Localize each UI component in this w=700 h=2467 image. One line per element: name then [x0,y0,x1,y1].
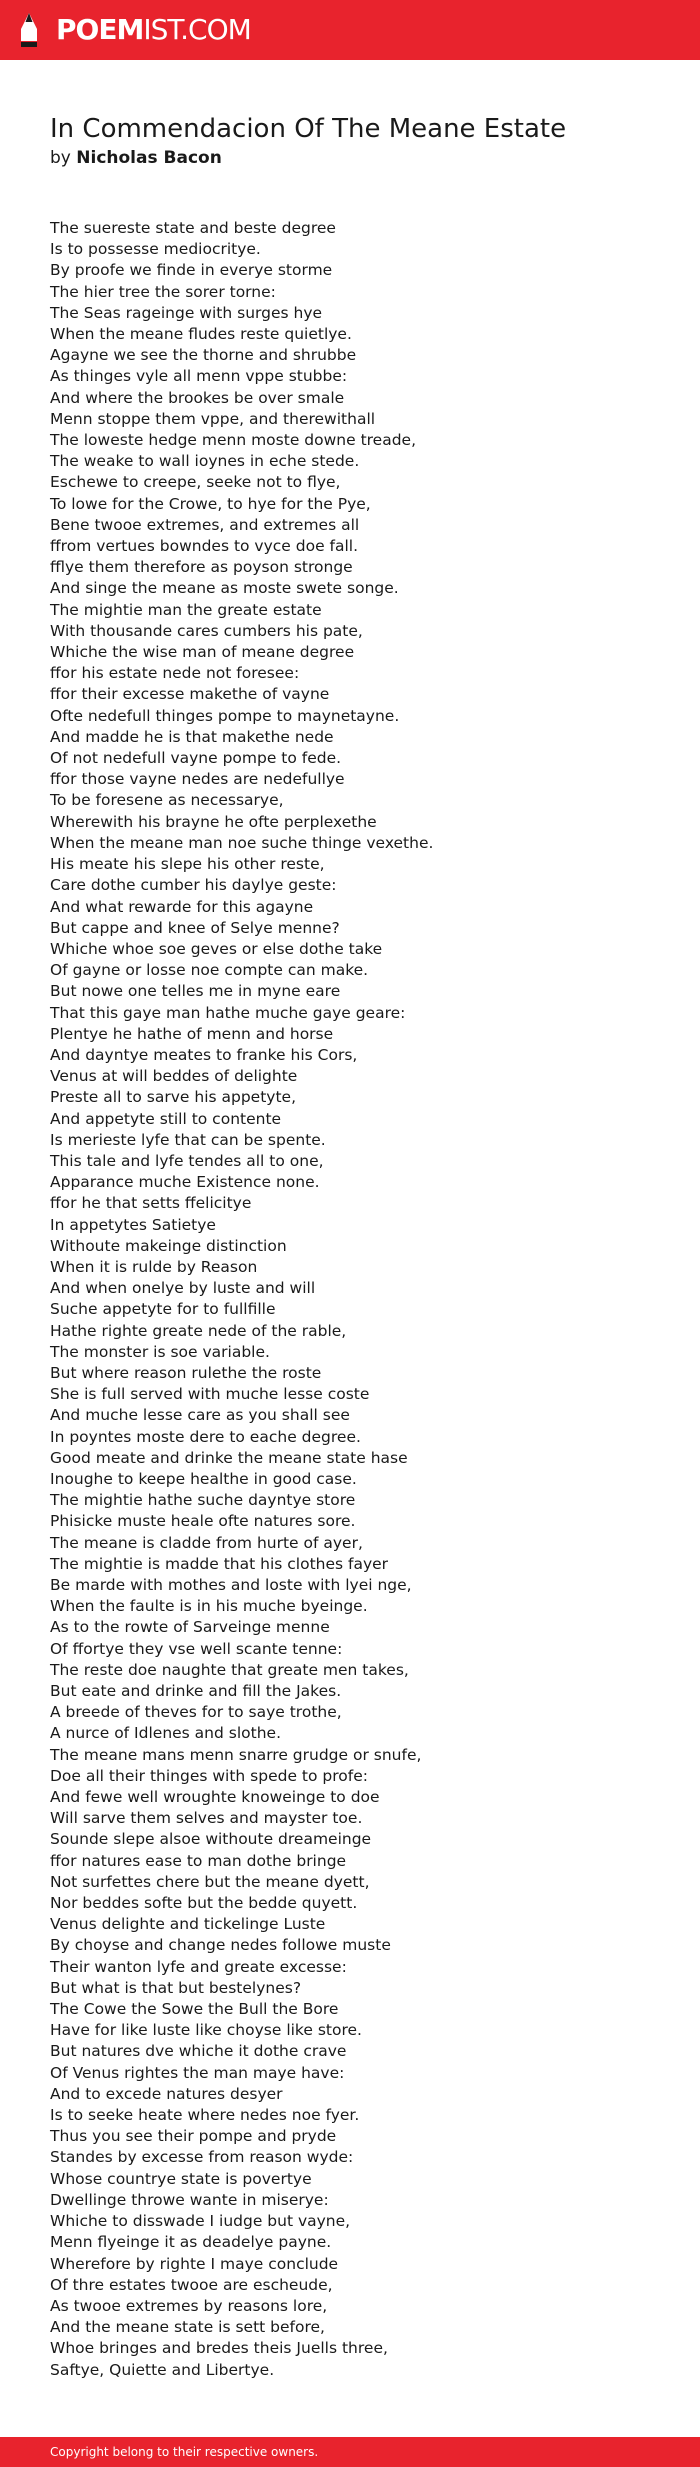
site-footer [0,2437,700,2467]
poem-line: Is merieste lyfe that can be spente. [50,1130,326,1149]
poem-line: When the meane fludes reste quietlye. [50,325,352,344]
poem-line: By proofe we finde in everye storme [50,261,333,280]
poem-line: Of ffortye they vse well scante tenne: [50,1639,343,1658]
poem-line: In appetytes Satietye [50,1215,216,1234]
poem-line: She is full served with muche lesse coste [50,1385,370,1404]
poem-line: Preste all to sarve his appetyte, [50,1088,297,1107]
poem-line: fflye them therefore as poyson stronge [50,558,353,577]
poem-line: Care dothe cumber his daylye geste: [50,876,337,895]
poem-line: And madde he is that makethe nede [50,727,334,746]
poem-line: Have for like luste like choyse like store. [50,2021,362,2040]
poem-line: But natures dve whiche it dothe crave [50,2042,347,2061]
poem-line: ffor their excesse makethe of vayne [50,685,330,704]
poem-line: Dwellinge throwe wante in miserye: [50,2190,329,2209]
poem-line: And appetyte still to contente [50,1109,282,1128]
poem-line: When the faulte is in his muche byeinge. [50,1597,368,1616]
poem-line: The weake to wall ioynes in eche stede. [50,452,360,471]
poem-line: And fewe well wroughte knoweinge to doe [50,1788,380,1807]
logo-text-light: IST.COM [143,13,251,46]
poem-line: ffor those vayne nedes are nedefullye [50,770,345,789]
poem-line: Whiche the wise man of meane degree [50,643,355,662]
poem-line: Whiche to disswade I iudge but vayne, [50,2212,351,2231]
poem-line: When the meane man noe suche thinge vexethe. [50,833,434,852]
poem-line: A nurce of Idlenes and slothe. [50,1724,281,1743]
poem-line: Inoughe to keepe healthe in good case. [50,1469,357,1488]
poem-line: Is to seeke heate where nedes noe fyer. [50,2106,360,2125]
logo-text-bold: POEM [56,13,144,46]
poem-line: The meane mans menn snarre grudge or snufe, [50,1745,422,1764]
poem-line: This tale and lyfe tendes all to one, [50,1151,324,1170]
poem-line: And where the brookes be over smale [50,388,345,407]
poem-line: ffor natures ease to man dothe bringe [50,1851,347,1870]
poem-line: As twooe extremes by reasons lore, [50,2296,328,2315]
poem-line: The Cowe the Sowe the Bull the Bore [50,2000,339,2019]
poem-line: Thus you see their pompe and pryde [50,2127,337,2146]
poem-line: Not surfettes chere but the meane dyett, [50,1872,370,1891]
poem-line: Withoute makeinge distinction [50,1236,287,1255]
poem-line: Be marde with mothes and loste with lyei nge, [50,1576,412,1594]
author-name[interactable]: Nicholas Bacon [76,148,222,168]
poem-line: Eschewe to creepe, seeke not to flye, [50,473,341,492]
poem-line: Of gayne or losse noe compte can make. [50,961,369,980]
site-logo[interactable] [56,13,251,46]
poem-line: Will sarve them selves and mayster toe. [50,1809,363,1828]
poem-line: But eate and drinke and fill the Jakes. [50,1682,342,1701]
poem-line: And to excede natures desyer [50,2084,283,2103]
poem-line: But where reason rulethe the roste [50,1363,322,1382]
poem-line: But cappe and knee of Selye menne? [50,918,340,937]
poem-line: ffor his estate nede not foresee: [50,664,300,683]
poem-line: Venus delighte and tickelinge Luste [50,1915,326,1934]
poem-line: The Seas rageinge with surges hye [50,303,323,322]
poem-line: A breede of theves for to saye trothe, [50,1703,342,1722]
poem-line: And singe the meane as moste swete songe. [50,579,399,598]
poem-line: The suereste state and beste degree [50,219,336,237]
poem-line: Phisicke muste heale ofte natures sore. [50,1512,356,1531]
poem-line: Bene twooe extremes, and extremes all [50,515,360,534]
poem-line: Whoe bringes and bredes theis Juells three, [50,2339,388,2358]
site-header [0,0,700,60]
poem-body [50,218,433,2381]
poem-line: Their wanton lyfe and greate excesse: [50,1957,347,1976]
poem-line: And the meane state is sett before, [50,2318,325,2337]
poem-line: To lowe for the Crowe, to hye for the Pye, [50,494,371,513]
poem-line: Wherewith his brayne he ofte perplexethe [50,812,377,831]
poem-line: The hier tree the sorer torne: [50,282,276,301]
poem-line: Doe all their thinges with spede to profe: [50,1766,368,1785]
poem-line: By choyse and change nedes followe muste [50,1936,391,1955]
poem-line: And muche lesse care as you shall see [50,1406,350,1425]
poem-line: ffor he that setts ffelicitye [50,1194,252,1213]
poem-line: ffrom vertues bowndes to vyce doe fall. [50,537,359,556]
poem-line: The monster is soe variable. [50,1342,270,1361]
poem-line: Good meate and drinke the meane state hase [50,1448,408,1467]
poem-line: Standes by excesse from reason wyde: [50,2148,354,2167]
copyright-text: Copyright belong to their respective owners. [50,2445,319,2459]
poem-line: The loweste hedge menn moste downe treade, [50,431,417,450]
poem-line: And what rewarde for this agayne [50,897,314,916]
poem-line: Whiche whoe soe geves or else dothe take [50,939,383,958]
poem-line: Sounde slepe alsoe withoute dreameinge [50,1830,372,1849]
poem-line: Hathe righte greate nede of the rable, [50,1321,347,1340]
poem-line: Venus at will beddes of delighte [50,1067,298,1086]
poem-line: Menn stoppe them vppe, and therewithall [50,409,376,428]
poem-line: The meane is cladde from hurte of ayer, [50,1533,363,1552]
poem-line: Of not nedefull vayne pompe to fede. [50,749,342,768]
poem-line: With thousande cares cumbers his pate, [50,621,363,640]
poem-line: The reste doe naughte that greate men takes, [50,1660,409,1679]
poem-line: The mightie hathe suche dayntye store [50,1491,356,1510]
poem-line: To be foresene as necessarye, [50,791,284,810]
poem-line: Menn flyeinge it as deadelye payne. [50,2233,332,2252]
poem-line: Whose countrye state is povertye [50,2169,312,2188]
byline [50,148,222,168]
poem-line: And dayntye meates to franke his Cors, [50,1045,358,1064]
poem-line: But what is that but bestelynes? [50,1978,302,1997]
pen-nib-icon [18,12,40,48]
poem-line: Agayne we see the thorne and shrubbe [50,346,357,365]
poem-line: Is to possesse mediocritye. [50,240,261,259]
poem-line: Plentye he hathe of menn and horse [50,1024,334,1043]
poem-line: In poyntes moste dere to eache degree. [50,1427,361,1446]
poem-line: Suche appetyte for to fullfille [50,1300,276,1319]
poem-line: And when onelye by luste and will [50,1279,316,1298]
poem-line: But nowe one telles me in myne eare [50,982,341,1001]
poem-line: Of thre estates twooe are escheude, [50,2275,333,2294]
poem-line: The mightie is madde that his clothes fayer [50,1554,389,1573]
poem-line: Wherefore by righte I maye conclude [50,2254,339,2273]
poem-line: Ofte nedefull thinges pompe to maynetayne. [50,706,400,725]
by-label: by [50,148,71,168]
poem-line: The mightie man the greate estate [50,600,322,619]
poem-line: As to the rowte of Sarveinge menne [50,1618,330,1637]
poem-line: Saftye, Quiette and Libertye. [50,2360,275,2379]
poem-line: As thinges vyle all menn vppe stubbe: [50,367,348,386]
poem-line: Of Venus rightes the man maye have: [50,2063,345,2082]
poem-title: In Commendacion Of The Meane Estate [50,114,567,144]
poem-line: That this gaye man hathe muche gaye geare: [50,1003,406,1022]
poem-line: Apparance muche Existence none. [50,1173,320,1192]
poem-line: Nor beddes softe but the bedde quyett. [50,1894,358,1913]
poem-line: When it is rulde by Reason [50,1257,258,1276]
poem-line: His meate his slepe his other reste, [50,855,325,874]
